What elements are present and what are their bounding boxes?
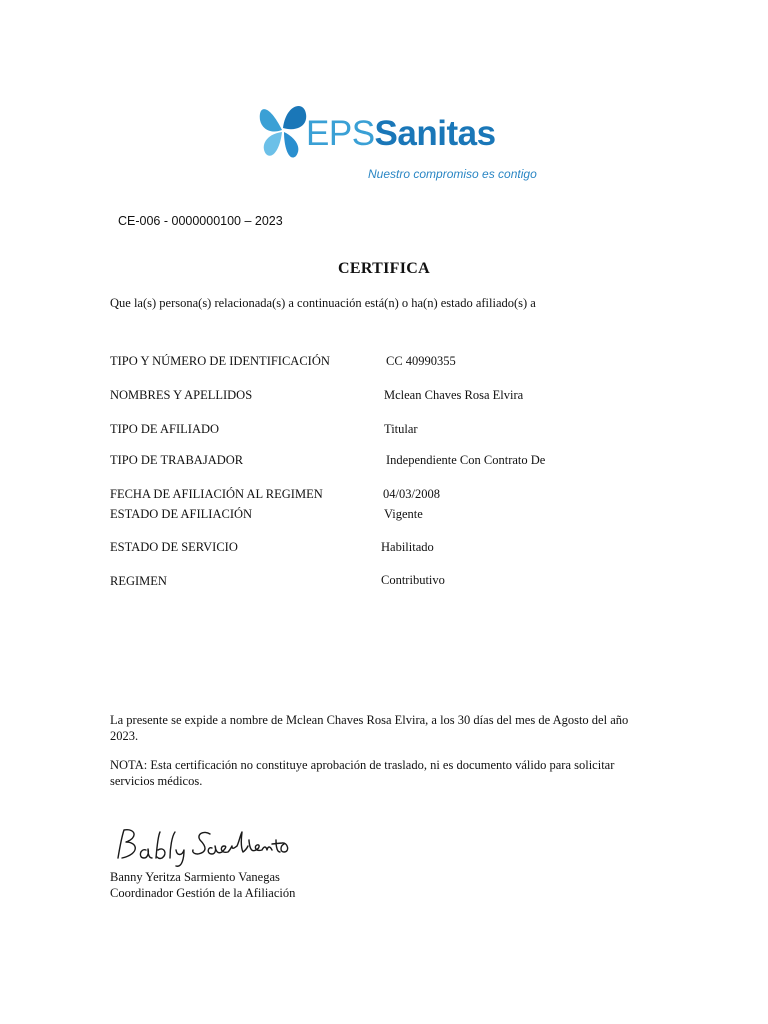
logo-wordmark — [306, 114, 496, 154]
field-value-identification: CC 40990355 — [386, 354, 456, 368]
intro-text: Que la(s) persona(s) relacionada(s) a continuación está(n) o ha(n) estado afiliado(s) a — [110, 296, 536, 310]
field-value-affiliation-status: Vigente — [384, 507, 423, 521]
field-value-worker-type: Independiente Con Contrato De — [386, 453, 546, 467]
logo-tagline: Nuestro compromiso es contigo — [368, 167, 537, 181]
field-label-service-status: ESTADO DE SERVICIO — [110, 540, 238, 554]
signer-role: Coordinador Gestión de la Afiliación — [110, 886, 296, 900]
logo-brand-prefix: EPS — [306, 114, 375, 153]
field-label-names: NOMBRES Y APELLIDOS — [110, 388, 253, 402]
note-paragraph: NOTA: Esta certificación no constituye aprobación de traslado, ni es documento válido para solicitar servicios médicos. — [110, 758, 615, 788]
handwritten-signature — [112, 822, 312, 868]
field-label-affiliation-status: ESTADO DE AFILIACIÓN — [110, 507, 253, 521]
eps-sanitas-logo — [256, 96, 537, 186]
field-label-identification: TIPO Y NÚMERO DE IDENTIFICACIÓN — [110, 354, 330, 368]
field-value-regime: Contributivo — [381, 573, 445, 587]
document-title: CERTIFICA — [338, 260, 430, 277]
document-code: CE-006 - 0000000100 – 2023 — [118, 214, 283, 228]
logo-brand-name: Sanitas — [374, 114, 496, 153]
field-label-worker-type: TIPO DE TRABAJADOR — [110, 453, 244, 467]
field-value-names: Mclean Chaves Rosa Elvira — [384, 388, 524, 402]
issuance-paragraph: La presente se expide a nombre de Mclean Chaves Rosa Elvira, a los 30 días del mes de Agosto del año 2023. — [110, 713, 629, 743]
field-label-affiliation-date: FECHA DE AFILIACIÓN AL REGIMEN — [110, 487, 323, 501]
butterfly-icon — [256, 100, 308, 162]
signer-name: Banny Yeritza Sarmiento Vanegas — [110, 870, 280, 884]
field-label-regime: REGIMEN — [110, 574, 167, 588]
field-value-affiliation-date: 04/03/2008 — [383, 487, 440, 501]
field-label-affiliate-type: TIPO DE AFILIADO — [110, 422, 220, 436]
field-value-affiliate-type: Titular — [384, 422, 418, 436]
field-value-service-status: Habilitado — [381, 540, 434, 554]
